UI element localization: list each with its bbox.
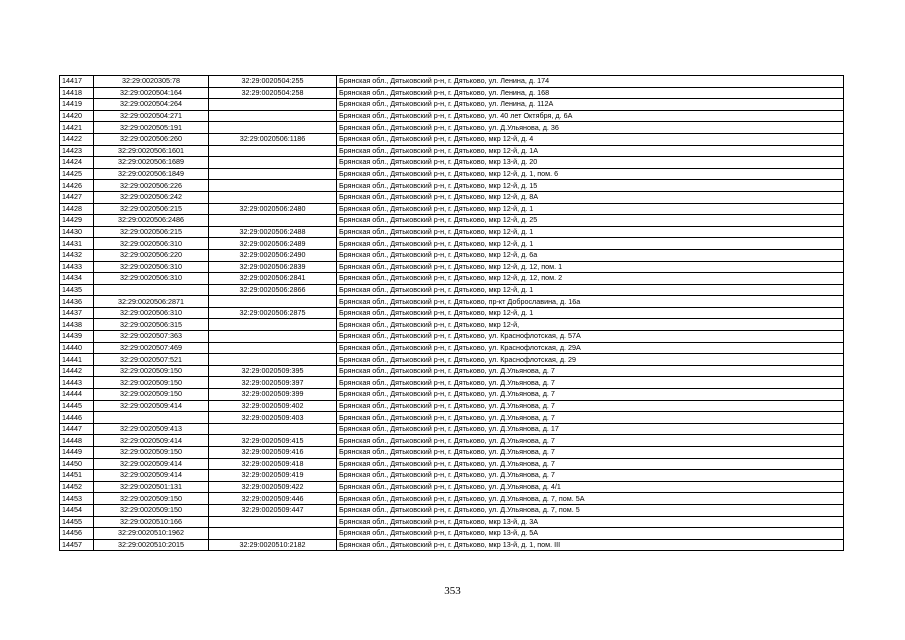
parcel-number-cell [94,412,209,424]
table-row [60,493,844,505]
parcel-number-cell: 32:29:0020509:150 [94,504,209,516]
registry-table [59,75,844,551]
row-number-cell: 14417 [60,76,94,88]
table-row [60,87,844,99]
table-row [60,157,844,169]
object-number-cell: 32:29:0020506:2488 [209,226,337,238]
table-row [60,481,844,493]
row-number-cell: 14424 [60,157,94,169]
parcel-number-cell: 32:29:0020507:363 [94,331,209,343]
object-number-cell: 32:29:0020510:2182 [209,539,337,551]
parcel-number-cell: 32:29:0020504:164 [94,87,209,99]
row-number-cell: 14442 [60,365,94,377]
object-number-cell [209,296,337,308]
address-cell: Брянская обл., Дятьковский р-н, г. Дятьково, мкр 12-й, д. 1 [337,203,844,215]
parcel-number-cell: 32:29:0020509:150 [94,365,209,377]
table-row [60,504,844,516]
row-number-cell: 14446 [60,412,94,424]
object-number-cell: 32:29:0020509:415 [209,435,337,447]
address-cell: Брянская обл., Дятьковский р-н, г. Дятьково, ул. Д.Ульянова, д. 7 [337,389,844,401]
table-row [60,273,844,285]
address-cell: Брянская обл., Дятьковский р-н, г. Дятьково, мкр 12-й, д. 8А [337,191,844,203]
object-number-cell: 32:29:0020506:2490 [209,249,337,261]
table-row [60,516,844,528]
row-number-cell: 14436 [60,296,94,308]
parcel-number-cell: 32:29:0020509:414 [94,435,209,447]
object-number-cell [209,215,337,227]
object-number-cell: 32:29:0020506:2480 [209,203,337,215]
object-number-cell [209,122,337,134]
address-cell: Брянская обл., Дятьковский р-н, г. Дятьково, ул. Краснофлотская, д. 57А [337,331,844,343]
address-cell: Брянская обл., Дятьковский р-н, г. Дятьково, мкр 12-й, д. 6а [337,249,844,261]
address-cell: Брянская обл., Дятьковский р-н, г. Дятьково, мкр 12-й, д. 4 [337,133,844,145]
parcel-number-cell: 32:29:0020505:191 [94,122,209,134]
object-number-cell: 32:29:0020506:2866 [209,284,337,296]
row-number-cell: 14444 [60,389,94,401]
row-number-cell: 14422 [60,133,94,145]
row-number-cell: 14434 [60,273,94,285]
table-row [60,145,844,157]
parcel-number-cell: 32:29:0020501:131 [94,481,209,493]
address-cell: Брянская обл., Дятьковский р-н, г. Дятьково, ул. Д.Ульянова, д. 7 [337,412,844,424]
parcel-number-cell: 32:29:0020506:215 [94,203,209,215]
object-number-cell: 32:29:0020509:447 [209,504,337,516]
table-row [60,435,844,447]
address-cell: Брянская обл., Дятьковский р-н, г. Дятьково, ул. Д.Ульянова, д. 36 [337,122,844,134]
object-number-cell [209,516,337,528]
object-number-cell: 32:29:0020506:1186 [209,133,337,145]
parcel-number-cell: 32:29:0020510:2015 [94,539,209,551]
table-row [60,99,844,111]
table-row [60,238,844,250]
parcel-number-cell: 32:29:0020510:166 [94,516,209,528]
address-cell: Брянская обл., Дятьковский р-н, г. Дятьково, ул. Краснофлотская, д. 29 [337,354,844,366]
table-row [60,528,844,540]
object-number-cell [209,99,337,111]
row-number-cell: 14418 [60,87,94,99]
address-cell: Брянская обл., Дятьковский р-н, г. Дятьково, ул. Д.Ульянова, д. 7 [337,470,844,482]
parcel-number-cell: 32:29:0020506:310 [94,238,209,250]
address-cell: Брянская обл., Дятьковский р-н, г. Дятьково, ул. Ленина, д. 174 [337,76,844,88]
row-number-cell: 14443 [60,377,94,389]
address-cell: Брянская обл., Дятьковский р-н, г. Дятьково, ул. Д.Ульянова, д. 4/1 [337,481,844,493]
object-number-cell [209,354,337,366]
object-number-cell: 32:29:0020509:416 [209,447,337,459]
object-number-cell [209,331,337,343]
row-number-cell: 14427 [60,191,94,203]
address-cell: Брянская обл., Дятьковский р-н, г. Дятьково, мкр 12-й, д. 15 [337,180,844,192]
address-cell: Брянская обл., Дятьковский р-н, г. Дятьково, ул. Д.Ульянова, д. 7 [337,365,844,377]
row-number-cell: 14431 [60,238,94,250]
row-number-cell: 14455 [60,516,94,528]
page-number: 353 [444,585,461,597]
parcel-number-cell: 32:29:0020506:2871 [94,296,209,308]
row-number-cell: 14438 [60,319,94,331]
address-cell: Брянская обл., Дятьковский р-н, г. Дятьково, ул. Ленина, д. 168 [337,87,844,99]
row-number-cell: 14425 [60,168,94,180]
parcel-number-cell: 32:29:0020509:150 [94,447,209,459]
parcel-number-cell: 32:29:0020504:271 [94,110,209,122]
address-cell: Брянская обл., Дятьковский р-н, г. Дятьково, мкр 13-й, д. 1, пом. III [337,539,844,551]
address-cell: Брянская обл., Дятьковский р-н, г. Дятьково, ул. Д.Ульянова, д. 17 [337,423,844,435]
row-number-cell: 14447 [60,423,94,435]
parcel-number-cell: 32:29:0020506:242 [94,191,209,203]
table-row [60,423,844,435]
address-cell: Брянская обл., Дятьковский р-н, г. Дятьково, мкр 12-й, [337,319,844,331]
row-number-cell: 14420 [60,110,94,122]
object-number-cell: 32:29:0020506:2875 [209,307,337,319]
row-number-cell: 14457 [60,539,94,551]
object-number-cell [209,528,337,540]
parcel-number-cell: 32:29:0020509:414 [94,458,209,470]
address-cell: Брянская обл., Дятьковский р-н, г. Дятьково, пр-кт Доброславина, д. 16а [337,296,844,308]
row-number-cell: 14450 [60,458,94,470]
table-row [60,191,844,203]
address-cell: Брянская обл., Дятьковский р-н, г. Дятьково, мкр 12-й, д. 1А [337,145,844,157]
address-cell: Брянская обл., Дятьковский р-н, г. Дятьково, ул. Д.Ульянова, д. 7 [337,435,844,447]
object-number-cell: 32:29:0020509:402 [209,400,337,412]
row-number-cell: 14437 [60,307,94,319]
address-cell: Брянская обл., Дятьковский р-н, г. Дятьково, ул. Д.Ульянова, д. 7 [337,447,844,459]
object-number-cell: 32:29:0020509:418 [209,458,337,470]
parcel-number-cell: 32:29:0020305:78 [94,76,209,88]
object-number-cell: 32:29:0020509:446 [209,493,337,505]
parcel-number-cell: 32:29:0020506:310 [94,261,209,273]
table-row [60,133,844,145]
address-cell: Брянская обл., Дятьковский р-н, г. Дятьково, ул. Д.Ульянова, д. 7 [337,400,844,412]
parcel-number-cell: 32:29:0020509:150 [94,377,209,389]
table-row [60,249,844,261]
address-cell: Брянская обл., Дятьковский р-н, г. Дятьково, ул. Д.Ульянова, д. 7, пом. 5 [337,504,844,516]
table-row [60,389,844,401]
object-number-cell [209,191,337,203]
table-row [60,342,844,354]
address-cell: Брянская обл., Дятьковский р-н, г. Дятьково, мкр 12-й, д. 1 [337,307,844,319]
row-number-cell: 14452 [60,481,94,493]
object-number-cell: 32:29:0020509:403 [209,412,337,424]
row-number-cell: 14429 [60,215,94,227]
row-number-cell: 14453 [60,493,94,505]
object-number-cell [209,168,337,180]
address-cell: Брянская обл., Дятьковский р-н, г. Дятьково, ул. Д.Ульянова, д. 7 [337,377,844,389]
table-row [60,412,844,424]
address-cell: Брянская обл., Дятьковский р-н, г. Дятьково, ул. Д.Ульянова, д. 7, пом. 5А [337,493,844,505]
parcel-number-cell: 32:29:0020510:1962 [94,528,209,540]
row-number-cell: 14449 [60,447,94,459]
table-row [60,331,844,343]
parcel-number-cell: 32:29:0020509:150 [94,493,209,505]
table-row [60,377,844,389]
parcel-number-cell: 32:29:0020506:310 [94,273,209,285]
table-row [60,76,844,88]
table-row [60,307,844,319]
table-row [60,122,844,134]
row-number-cell: 14440 [60,342,94,354]
table-row [60,296,844,308]
address-cell: Брянская обл., Дятьковский р-н, г. Дятьково, ул. Ленина, д. 112А [337,99,844,111]
table-row [60,168,844,180]
row-number-cell: 14433 [60,261,94,273]
address-cell: Брянская обл., Дятьковский р-н, г. Дятьково, ул. Краснофлотская, д. 29А [337,342,844,354]
parcel-number-cell: 32:29:0020507:521 [94,354,209,366]
object-number-cell: 32:29:0020509:395 [209,365,337,377]
address-cell: Брянская обл., Дятьковский р-н, г. Дятьково, мкр 12-й, д. 1 [337,238,844,250]
object-number-cell: 32:29:0020509:422 [209,481,337,493]
address-cell: Брянская обл., Дятьковский р-н, г. Дятьково, мкр 13-й, д. 3А [337,516,844,528]
parcel-number-cell: 32:29:0020506:310 [94,307,209,319]
address-cell: Брянская обл., Дятьковский р-н, г. Дятьково, ул. Д.Ульянова, д. 7 [337,458,844,470]
address-cell: Брянская обл., Дятьковский р-н, г. Дятьково, мкр 12-й, д. 12, пом. 2 [337,273,844,285]
table-row [60,284,844,296]
table-row [60,319,844,331]
parcel-number-cell: 32:29:0020506:2486 [94,215,209,227]
parcel-number-cell [94,284,209,296]
row-number-cell: 14448 [60,435,94,447]
parcel-number-cell: 32:29:0020506:260 [94,133,209,145]
row-number-cell: 14432 [60,249,94,261]
row-number-cell: 14421 [60,122,94,134]
address-cell: Брянская обл., Дятьковский р-н, г. Дятьково, мкр 12-й, д. 25 [337,215,844,227]
table-row [60,180,844,192]
row-number-cell: 14456 [60,528,94,540]
parcel-number-cell: 32:29:0020506:1689 [94,157,209,169]
address-cell: Брянская обл., Дятьковский р-н, г. Дятьково, ул. 40 лет Октября, д. 6А [337,110,844,122]
object-number-cell: 32:29:0020506:2489 [209,238,337,250]
address-cell: Брянская обл., Дятьковский р-н, г. Дятьково, мкр 13-й, д. 5А [337,528,844,540]
object-number-cell [209,180,337,192]
object-number-cell: 32:29:0020504:258 [209,87,337,99]
table-row [60,365,844,377]
table-row [60,261,844,273]
object-number-cell: 32:29:0020506:2841 [209,273,337,285]
parcel-number-cell: 32:29:0020506:226 [94,180,209,192]
parcel-number-cell: 32:29:0020506:1601 [94,145,209,157]
row-number-cell: 14430 [60,226,94,238]
object-number-cell [209,342,337,354]
object-number-cell: 32:29:0020504:255 [209,76,337,88]
parcel-number-cell: 32:29:0020509:414 [94,470,209,482]
parcel-number-cell: 32:29:0020506:215 [94,226,209,238]
address-cell: Брянская обл., Дятьковский р-н, г. Дятьково, мкр 12-й, д. 12, пом. 1 [337,261,844,273]
row-number-cell: 14439 [60,331,94,343]
object-number-cell [209,110,337,122]
object-number-cell [209,319,337,331]
parcel-number-cell: 32:29:0020507:469 [94,342,209,354]
row-number-cell: 14441 [60,354,94,366]
table-row [60,458,844,470]
address-cell: Брянская обл., Дятьковский р-н, г. Дятьково, мкр 12-й, д. 1 [337,226,844,238]
object-number-cell: 32:29:0020509:399 [209,389,337,401]
parcel-number-cell: 32:29:0020509:413 [94,423,209,435]
row-number-cell: 14426 [60,180,94,192]
table-row [60,110,844,122]
table-row [60,215,844,227]
table-row [60,354,844,366]
object-number-cell [209,157,337,169]
address-cell: Брянская обл., Дятьковский р-н, г. Дятьково, мкр 13-й, д. 20 [337,157,844,169]
registry-table-body [60,76,844,551]
row-number-cell: 14451 [60,470,94,482]
table-row [60,539,844,551]
parcel-number-cell: 32:29:0020506:1849 [94,168,209,180]
table-row [60,447,844,459]
parcel-number-cell: 32:29:0020506:315 [94,319,209,331]
object-number-cell: 32:29:0020509:397 [209,377,337,389]
parcel-number-cell: 32:29:0020504:264 [94,99,209,111]
table-row [60,203,844,215]
object-number-cell: 32:29:0020506:2839 [209,261,337,273]
address-cell: Брянская обл., Дятьковский р-н, г. Дятьково, мкр 12-й, д. 1, пом. 6 [337,168,844,180]
object-number-cell: 32:29:0020509:419 [209,470,337,482]
table-row [60,400,844,412]
row-number-cell: 14428 [60,203,94,215]
object-number-cell [209,145,337,157]
parcel-number-cell: 32:29:0020509:414 [94,400,209,412]
row-number-cell: 14419 [60,99,94,111]
parcel-number-cell: 32:29:0020506:220 [94,249,209,261]
object-number-cell [209,423,337,435]
table-row [60,470,844,482]
parcel-number-cell: 32:29:0020509:150 [94,389,209,401]
table-row [60,226,844,238]
row-number-cell: 14423 [60,145,94,157]
row-number-cell: 14454 [60,504,94,516]
address-cell: Брянская обл., Дятьковский р-н, г. Дятьково, мкр 12-й, д. 1 [337,284,844,296]
row-number-cell: 14435 [60,284,94,296]
row-number-cell: 14445 [60,400,94,412]
